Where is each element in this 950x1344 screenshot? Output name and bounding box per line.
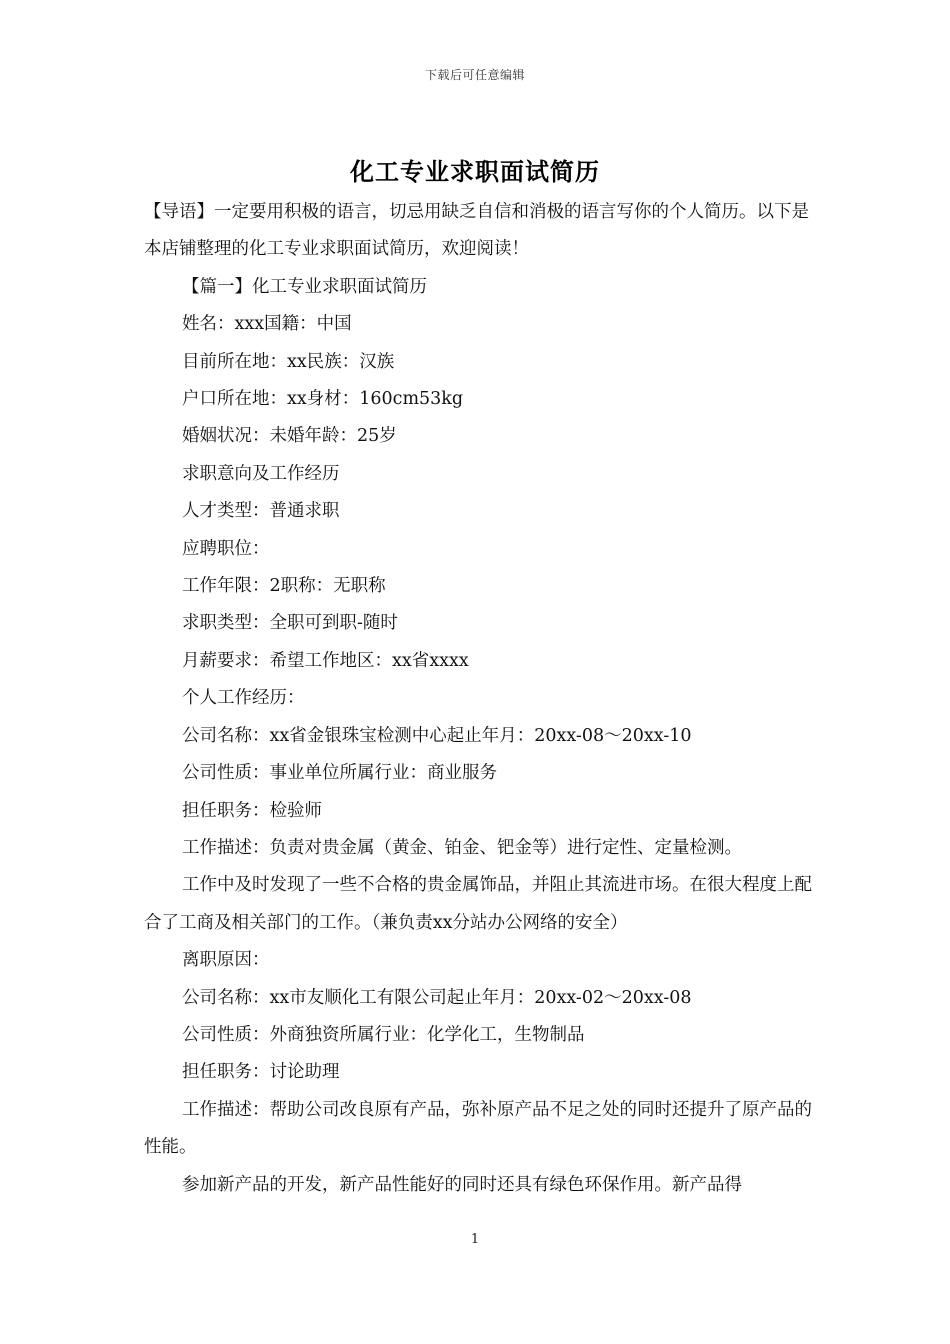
subheading-work-history: 个人工作经历： <box>182 688 305 709</box>
page-number: 1 <box>470 1232 480 1247</box>
field-marital-age: 婚姻状况：未婚年龄：25岁 <box>182 426 397 447</box>
intro-paragraph: 【导语】一定要用积极的语言，切忌用缺乏自信和消极的语言写你的个人简历。以下是本店铺整理的化工专业求职面试简历，欢迎阅读！ <box>144 202 809 260</box>
job1-nature: 公司性质：事业单位所属行业：商业服务 <box>182 763 497 784</box>
document-body <box>144 194 816 1204</box>
job2-company: 公司名称：xx市友顺化工有限公司起止年月：20xx-02～20xx-08 <box>182 987 692 1008</box>
field-salary-region: 月薪要求：希望工作地区：xx省xxxx <box>182 650 469 671</box>
document-title: 化工专业求职面试简历 <box>350 157 600 186</box>
field-years-title: 工作年限：2职称：无职称 <box>182 576 386 597</box>
job1-role: 担任职务：检验师 <box>182 800 322 821</box>
field-location-ethnicity: 目前所在地：xx民族：汉族 <box>182 351 395 372</box>
job2-description: 工作描述：帮助公司改良原有产品，弥补原产品不足之处的同时还提升了原产品的性能。 <box>144 1099 812 1158</box>
field-position: 应聘职位： <box>182 538 270 559</box>
job1-leave-reason: 离职原因： <box>182 950 270 971</box>
subheading-intention-experience: 求职意向及工作经历 <box>182 463 340 484</box>
job2-description-continued: 参加新产品的开发，新产品性能好的同时还具有绿色环保作用。新产品得 <box>182 1174 742 1195</box>
field-talent-type: 人才类型：普通求职 <box>182 501 340 522</box>
field-name-nationality: 姓名：xxx国籍：中国 <box>182 314 352 335</box>
job1-description: 工作描述：负责对贵金属（黄金、铂金、钯金等）进行定性、定量检测。 <box>182 837 742 858</box>
job2-nature: 公司性质：外商独资所属行业：化学化工，生物制品 <box>182 1024 585 1045</box>
field-hukou-physique: 户口所在地：xx身材：160cm53kg <box>182 389 464 410</box>
section-heading: 【篇一】化工专业求职面试简历 <box>182 276 427 297</box>
field-job-type: 求职类型：全职可到职-随时 <box>182 613 398 634</box>
job2-role: 担任职务：讨论助理 <box>182 1062 340 1083</box>
job1-company: 公司名称：xx省金银珠宝检测中心起止年月：20xx-08～20xx-10 <box>182 725 692 746</box>
job1-description-detail: 工作中及时发现了一些不合格的贵金属饰品，并阻止其流进市场。在很大程度上配合了工商及相关部门的工作。（兼负责xx分站办公网络的安全） <box>144 875 812 933</box>
header-note: 下载后可任意编辑 <box>424 68 525 82</box>
